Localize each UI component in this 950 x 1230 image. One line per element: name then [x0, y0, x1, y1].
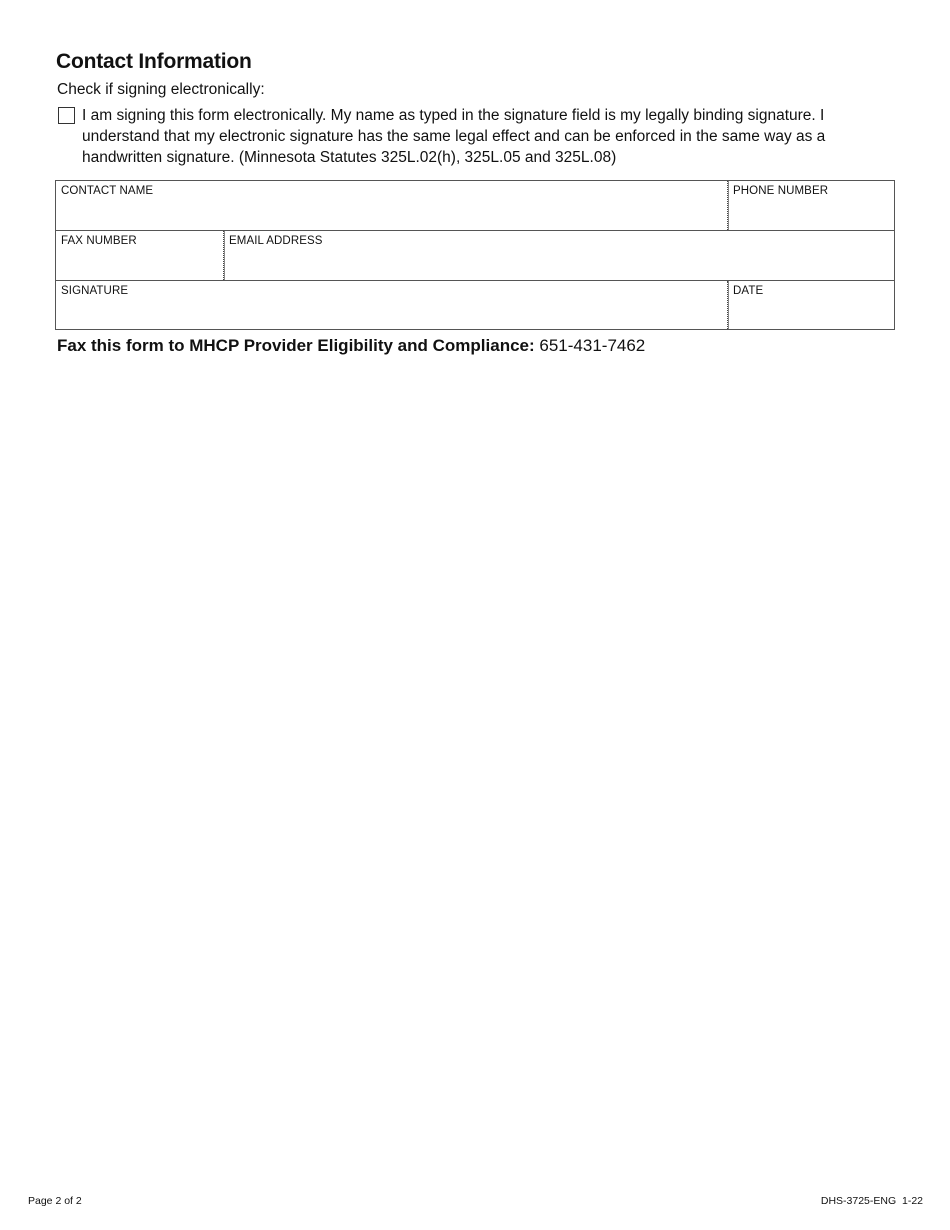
section-title: Contact Information	[56, 50, 252, 73]
signature-label: SIGNATURE	[61, 285, 129, 297]
phone-number-label: PHONE NUMBER	[733, 185, 829, 197]
fax-instruction-number: 651-431-7462	[539, 336, 646, 355]
esign-hint: Check if signing electronically:	[57, 81, 265, 98]
page-number: Page 2 of 2	[28, 1195, 82, 1207]
esign-statement: I am signing this form electronically. My name as typed in the signature field is my legally binding signature. I understand that my electronic signature has the same legal effect and can be enforced in the same way as a handwritten signature. (Minnesota Statutes 325L.02(h), 325L.05 and 325L.08)	[82, 107, 826, 166]
esign-checkbox[interactable]	[58, 107, 75, 124]
contact-row-1	[56, 181, 894, 231]
contact-name-field[interactable]	[56, 181, 727, 230]
contact-table	[55, 180, 895, 330]
form-id: DHS-3725-ENG 1-22	[820, 1195, 923, 1207]
email-address-label: EMAIL ADDRESS	[229, 235, 323, 247]
contact-row-3	[56, 281, 894, 329]
date-field[interactable]	[727, 281, 894, 329]
date-label: DATE	[733, 285, 764, 297]
fax-instruction-label: Fax this form to MHCP Provider Eligibility and Compliance:	[57, 336, 535, 355]
fax-instruction	[57, 336, 645, 356]
fax-number-label: FAX NUMBER	[61, 235, 137, 247]
signature-field[interactable]	[56, 281, 727, 329]
contact-name-label: CONTACT NAME	[61, 185, 154, 197]
email-address-field[interactable]	[223, 231, 894, 280]
contact-row-2	[56, 231, 894, 281]
fax-number-field[interactable]	[56, 231, 223, 280]
phone-number-field[interactable]	[727, 181, 894, 230]
